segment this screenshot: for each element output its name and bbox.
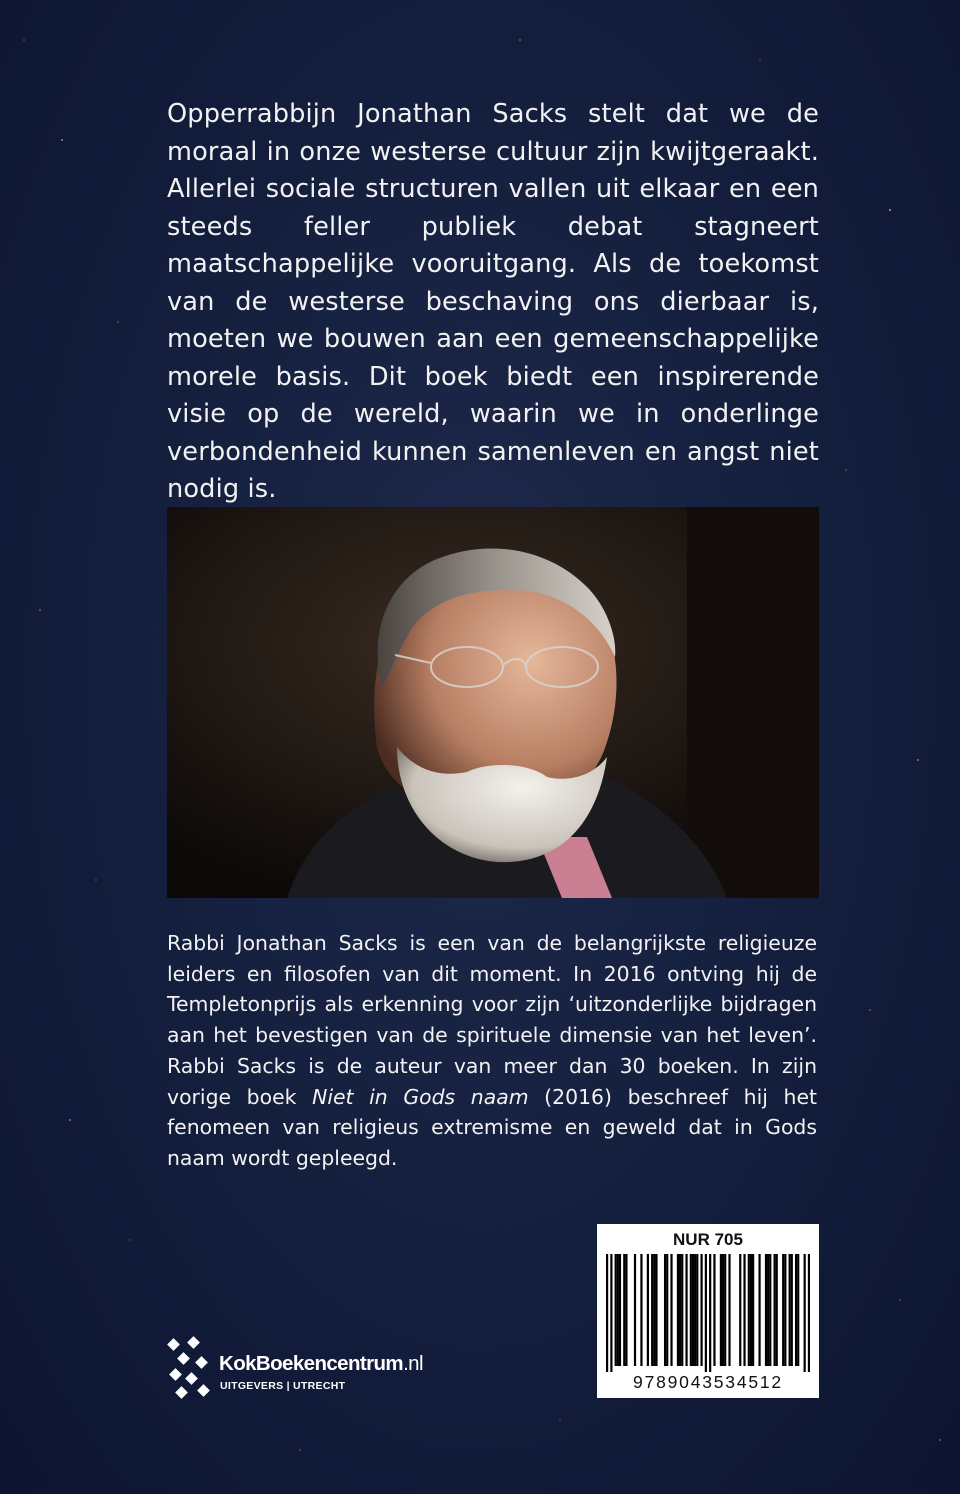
author-portrait-photo bbox=[167, 507, 819, 898]
barcode-bar bbox=[700, 1254, 702, 1366]
barcode-bar bbox=[791, 1254, 793, 1366]
barcode-bar bbox=[789, 1254, 791, 1366]
barcode-bar bbox=[713, 1254, 715, 1366]
barcode-bar bbox=[776, 1254, 778, 1366]
barcode-bar bbox=[804, 1254, 806, 1372]
barcode-bar bbox=[752, 1254, 754, 1366]
barcode-bar bbox=[679, 1254, 681, 1366]
bio-text-part1: Rabbi Jonathan Sacks is een van de belangrijkste religieuze leiders en filosofen van dit moment. In 2016 ontving hij de Templetonprijs als erkenning voor zijn ‘uitzonderlijke bijdragen aan het bevestigen van de spirituele dimensie van het leven’. Rabbi Sacks is de auteur van meer dan 30 boeken. In zijn vorige boek bbox=[167, 931, 817, 1109]
author-biography bbox=[167, 928, 817, 1174]
barcode-bar bbox=[653, 1254, 655, 1366]
barcode-bars bbox=[606, 1254, 810, 1372]
barcode-bar bbox=[773, 1254, 775, 1366]
barcode-bar bbox=[677, 1254, 679, 1366]
publisher-name bbox=[219, 1352, 423, 1376]
barcode-bar bbox=[615, 1254, 617, 1366]
barcode-bar bbox=[696, 1254, 698, 1366]
publisher-mark-icon bbox=[165, 1336, 215, 1406]
barcode-bar bbox=[625, 1254, 627, 1366]
barcode-bar bbox=[784, 1254, 786, 1366]
barcode-bar bbox=[748, 1254, 750, 1366]
barcode-bar bbox=[606, 1254, 608, 1372]
barcode-bar bbox=[681, 1254, 683, 1366]
barcode-bar bbox=[758, 1254, 760, 1366]
barcode-bar bbox=[705, 1254, 707, 1372]
barcode-bar bbox=[808, 1254, 810, 1372]
barcode-bar bbox=[619, 1254, 621, 1366]
barcode-bar bbox=[782, 1254, 784, 1366]
back-cover-blurb: Opperrabbijn Jonathan Sacks stelt dat we de moraal in onze westerse cultuur zijn kwijtgeraakt. Allerlei sociale structuren vallen uit elkaar en een steeds feller publiek debat stagneert maatschappelijke vooruitgang. Als de toekomst van de westerse beschaving ons dierbaar is, moeten we bouwen aan een gemeenschappelijke morele basis. Dit boek biedt een inspirerende visie op de wereld, waarin we in onderlinge verbondenheid kunnen samenleven en angst niet nodig is. bbox=[167, 99, 819, 504]
barcode-bar bbox=[694, 1254, 696, 1366]
barcode-bar bbox=[640, 1254, 642, 1366]
barcode-bar bbox=[647, 1254, 649, 1366]
barcode-bar bbox=[666, 1254, 668, 1366]
barcode-bar bbox=[617, 1254, 619, 1366]
barcode-bar bbox=[690, 1254, 692, 1366]
barcode-bar bbox=[623, 1254, 625, 1366]
barcode-bar bbox=[743, 1254, 745, 1366]
barcode-bar bbox=[610, 1254, 612, 1372]
barcode-bar bbox=[739, 1254, 741, 1366]
barcode-bar bbox=[664, 1254, 666, 1366]
barcode-bar bbox=[655, 1254, 657, 1366]
barcode-bar bbox=[709, 1254, 711, 1372]
barcode-bar bbox=[769, 1254, 771, 1366]
isbn-number: 9789043534512 bbox=[633, 1372, 783, 1392]
isbn-barcode-box bbox=[597, 1224, 819, 1398]
barcode-bar bbox=[685, 1254, 687, 1366]
barcode-bar bbox=[720, 1254, 722, 1366]
barcode-bar bbox=[722, 1254, 724, 1366]
nur-code: NUR 705 bbox=[673, 1230, 743, 1249]
barcode-bar bbox=[750, 1254, 752, 1366]
barcode-bar bbox=[797, 1254, 799, 1366]
barcode-bar bbox=[765, 1254, 767, 1366]
publisher-name-main: KokBoekencentrum bbox=[219, 1352, 404, 1375]
book-title: Niet in Gods naam bbox=[312, 1084, 529, 1109]
barcode-bar bbox=[651, 1254, 653, 1366]
barcode-bar bbox=[728, 1254, 730, 1366]
barcode-bar bbox=[670, 1254, 672, 1366]
bio-text-part2: (2016) beschreef hij het fenomeen van religieus extremisme en geweld dat in Gods naam wordt gepleegd. bbox=[167, 1084, 817, 1170]
barcode-bar bbox=[692, 1254, 694, 1366]
publisher-logo[interactable] bbox=[165, 1336, 475, 1406]
publisher-subtitle: UITGEVERS | UTRECHT bbox=[220, 1380, 346, 1392]
barcode-bar bbox=[795, 1254, 797, 1366]
publisher-name-tld: .nl bbox=[403, 1352, 423, 1375]
barcode-bar bbox=[724, 1254, 726, 1366]
barcode-bar bbox=[767, 1254, 769, 1366]
barcode-bar bbox=[634, 1254, 636, 1366]
